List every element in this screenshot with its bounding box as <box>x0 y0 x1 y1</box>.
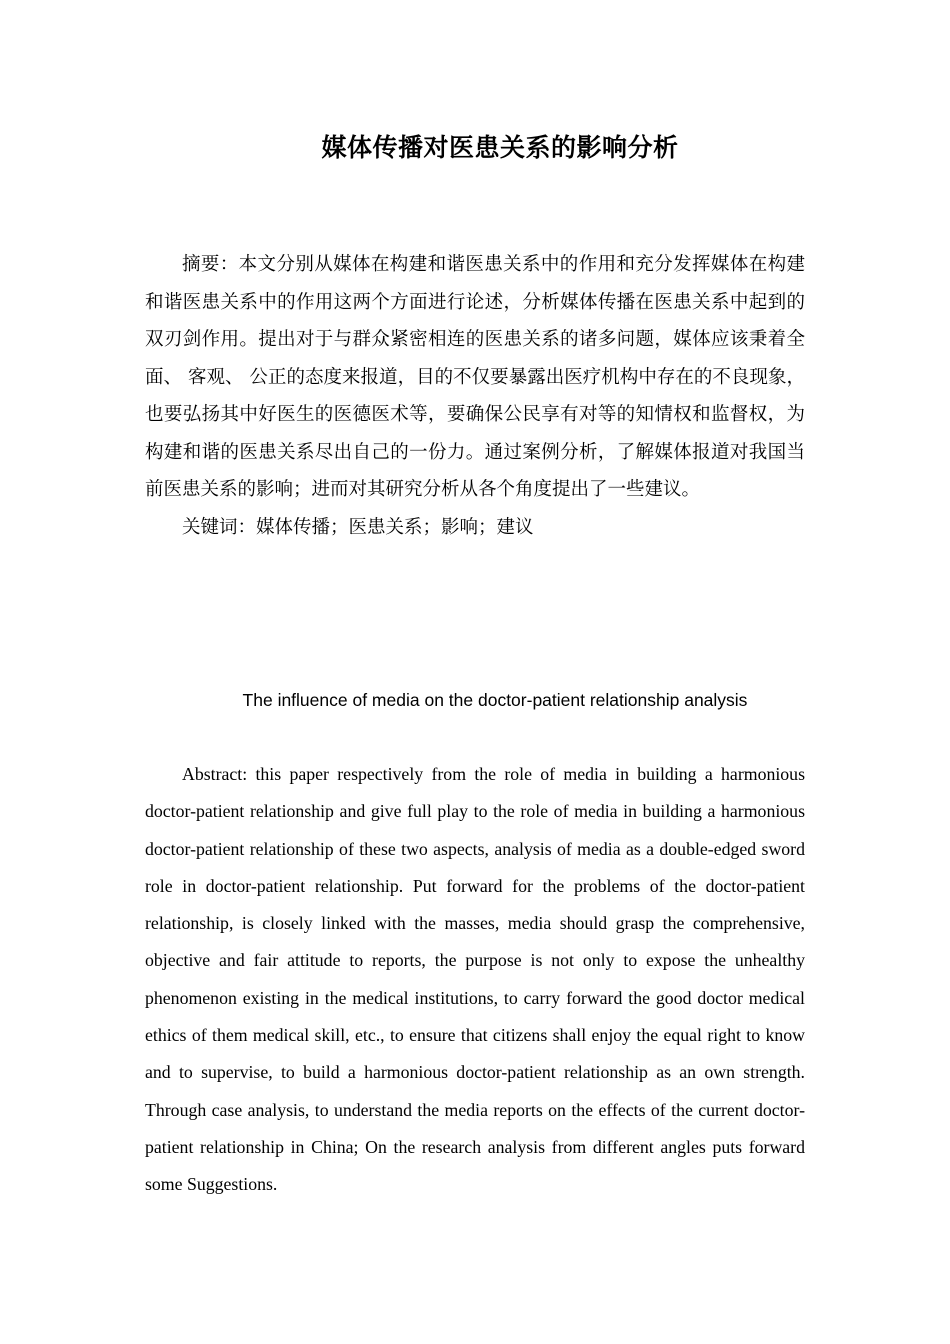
english-abstract-section <box>145 756 805 1204</box>
chinese-keywords: 关键词：媒体传播；医患关系；影响；建议 <box>182 516 534 538</box>
english-title: The influence of media on the doctor-patient relationship analysis <box>242 690 748 710</box>
english-abstract: Abstract: this paper respectively from the role of media in building a harmonious doctor-patient relationship and give full play to the role of media in building a harmonious doctor-patient relationship of these two aspects, analysis of media as a double-edged sword role in doctor-patient relationship. Put forward for the problems of the doctor-patient relationship, is closely linked with the masses, media should grasp the comprehensive, objective and fair attitude to reports, the purpose is not only to expose the unhealthy phenomenon existing in the medical institutions, to carry forward the good doctor medical ethics of them medical skill, etc., to ensure that citizens shall enjoy the equal right to know and to supervise, to build a harmonious doctor-patient relationship as an own strength. Through case analysis, to understand the media reports on the effects of the current doctor-patient relationship in China; On the research analysis from different angles puts forward some Suggestions. <box>145 764 805 1195</box>
chinese-title: 媒体传播对医患关系的影响分析 <box>321 133 679 162</box>
chinese-abstract: 摘要：本文分别从媒体在构建和谐医患关系中的作用和充分发挥媒体在构建和谐医患关系中的作用这两个方面进行论述，分析媒体传播在医患关系中起到的双刃剑作用。提出对于与群众紧密相连的医患关系的诸多问题，媒体应该秉着全面、 客观、 公正的态度来报道，目的不仅要暴露出医疗机构中存在的不良现象，也要弘扬其中好医生的医德医术等，要确保公民享有对等的知情权和监督权，为构建和谐的医患关系尽出自己的一份力。通过案例分析，了解媒体报道对我国当前医患关系的影响；进而对其研究分析从各个角度提出了一些建议。 <box>145 254 805 500</box>
chinese-abstract-section <box>145 246 805 546</box>
